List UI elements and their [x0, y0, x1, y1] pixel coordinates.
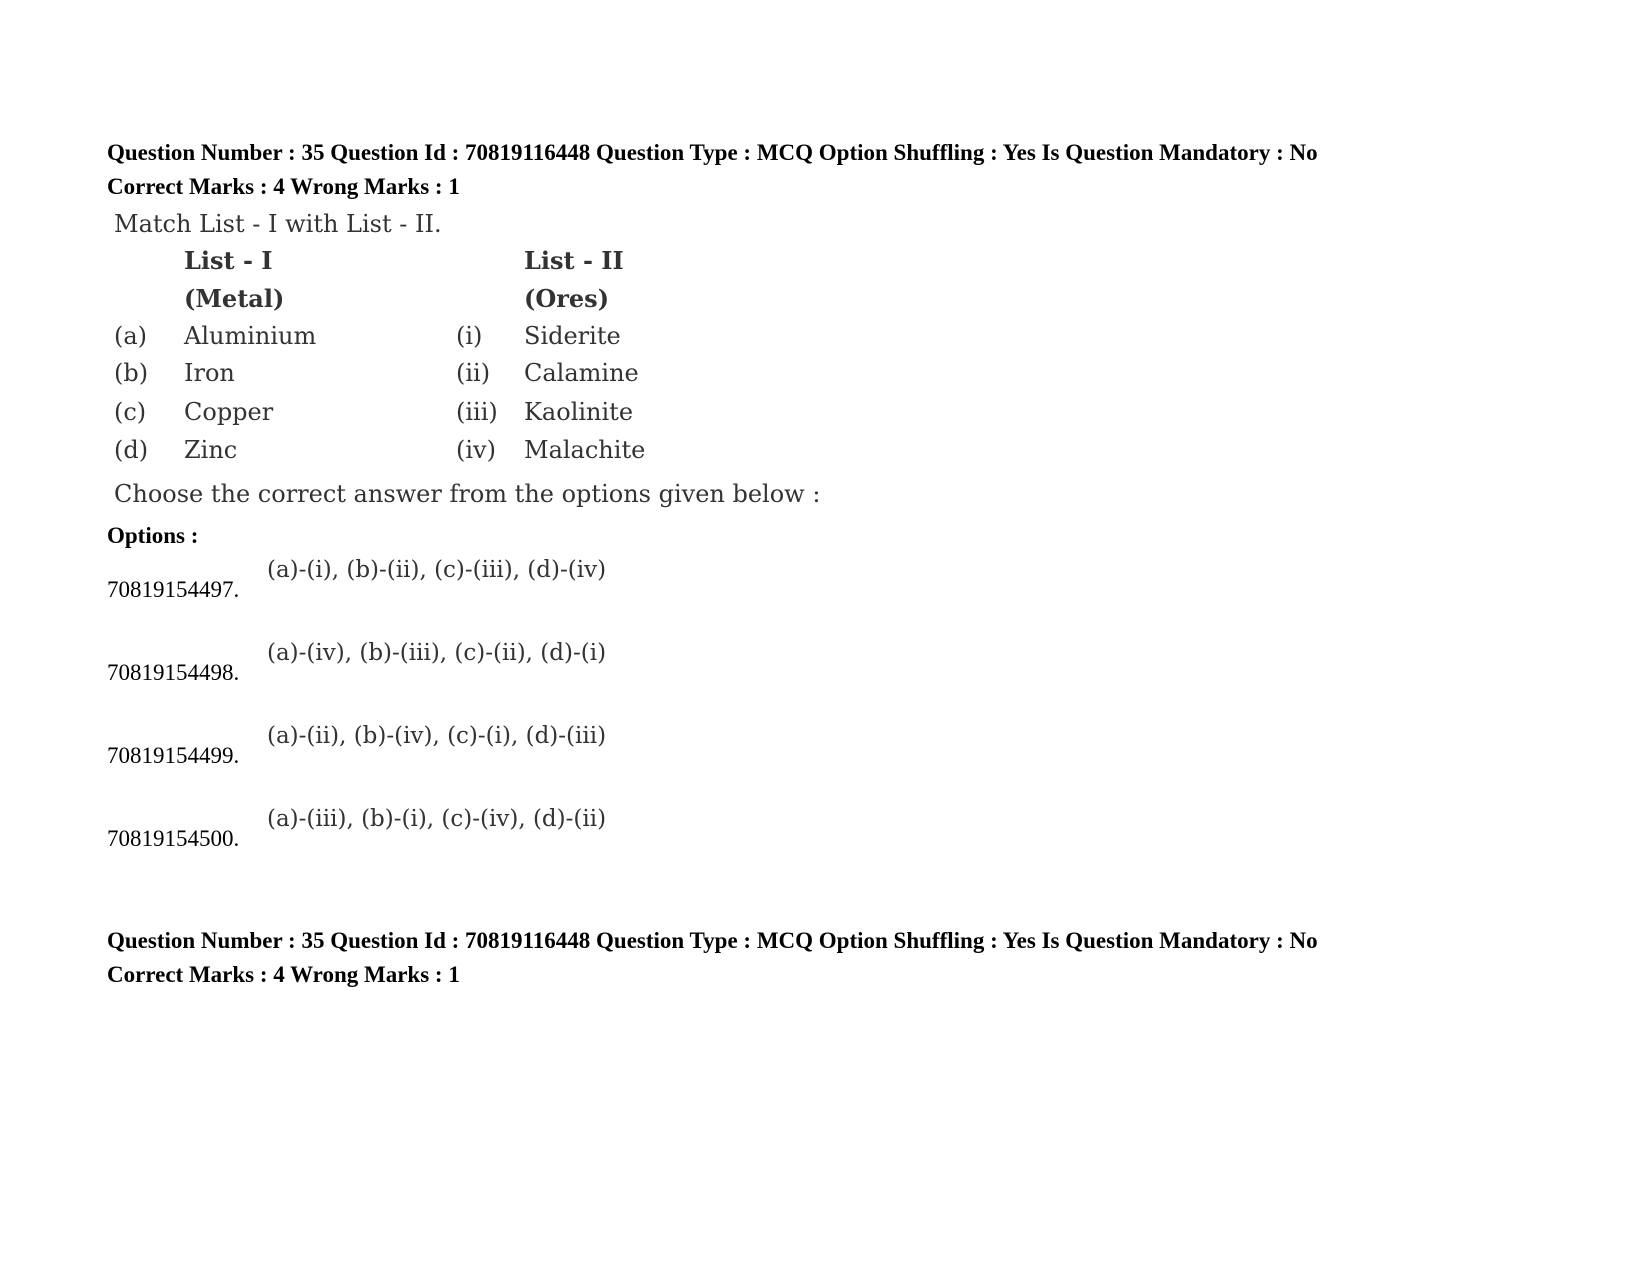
list2-subtitle: (Ores) [524, 284, 610, 313]
next-question-meta-line1: Question Number : 35 Question Id : 70819116448 Question Type : MCQ Option Shuffling : Yes Is Question Mandatory : No [107, 928, 1318, 953]
list-header-row [114, 246, 714, 284]
option-item[interactable] [107, 806, 807, 852]
match-row [114, 398, 714, 436]
question-prompt: Choose the correct answer from the options given below : [114, 480, 821, 508]
list1-subtitle: (Metal) [184, 284, 285, 313]
match-row [114, 322, 714, 360]
next-question-meta-line2: Correct Marks : 4 Wrong Marks : 1 [107, 962, 460, 987]
list1-label: (a) [114, 322, 148, 350]
option-id: 70819154499. [107, 743, 240, 768]
match-row [114, 359, 714, 397]
list1-label: (d) [114, 436, 149, 464]
option-text: (a)-(iv), (b)-(iii), (c)-(ii), (d)-(i) [267, 640, 607, 666]
question-meta-line1: Question Number : 35 Question Id : 70819116448 Question Type : MCQ Option Shuffling : Yes Is Question Mandatory : No [107, 140, 1318, 165]
list1-label: (b) [114, 359, 149, 387]
option-text: (a)-(i), (b)-(ii), (c)-(iii), (d)-(iv) [267, 557, 607, 583]
option-id: 70819154497. [107, 577, 240, 602]
option-text: (a)-(ii), (b)-(iv), (c)-(i), (d)-(iii) [267, 723, 607, 749]
options-label: Options : [107, 523, 199, 548]
list2-item: Malachite [524, 436, 646, 464]
match-row [114, 436, 714, 474]
question-meta [107, 136, 1318, 204]
list2-label: (i) [456, 322, 483, 350]
list1-label: (c) [114, 398, 147, 426]
option-item[interactable] [107, 640, 807, 686]
list2-label: (iv) [456, 436, 496, 464]
list1-item: Aluminium [184, 322, 317, 350]
list2-label: (iii) [456, 398, 498, 426]
list2-title: List - II [524, 246, 624, 275]
option-item[interactable] [107, 557, 807, 603]
list2-item: Siderite [524, 322, 621, 350]
list1-item: Iron [184, 359, 235, 387]
question-meta-line2: Correct Marks : 4 Wrong Marks : 1 [107, 174, 460, 199]
list1-item: Zinc [184, 436, 238, 464]
list-subheader-row [114, 284, 714, 322]
option-id: 70819154498. [107, 660, 240, 685]
next-question-meta [107, 924, 1318, 992]
list1-item: Copper [184, 398, 274, 426]
option-id: 70819154500. [107, 826, 240, 851]
question-instruction: Match List - I with List - II. [114, 210, 442, 238]
list2-item: Calamine [524, 359, 639, 387]
option-text: (a)-(iii), (b)-(i), (c)-(iv), (d)-(ii) [267, 806, 607, 832]
list2-label: (ii) [456, 359, 491, 387]
list1-title: List - I [184, 246, 273, 275]
option-item[interactable] [107, 723, 807, 769]
list2-item: Kaolinite [524, 398, 634, 426]
